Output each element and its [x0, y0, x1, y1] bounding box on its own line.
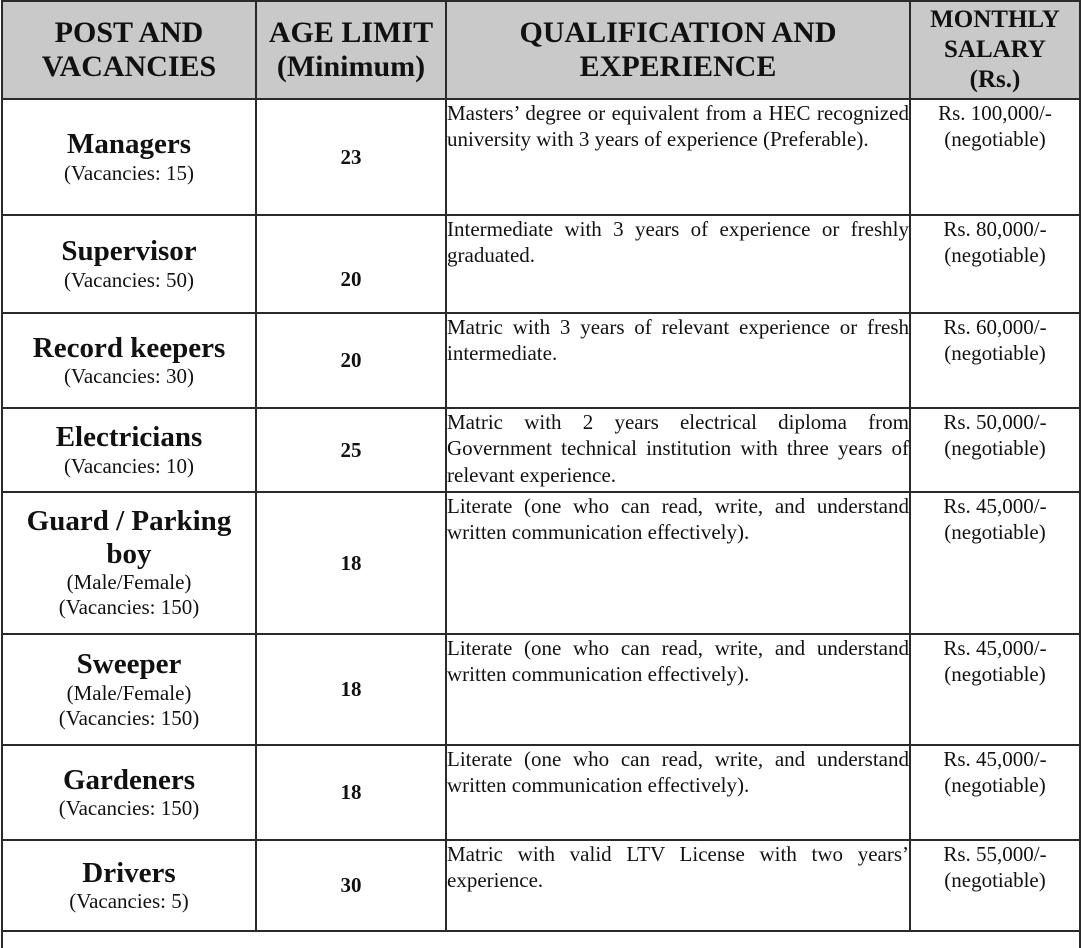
age-limit-value: 25 — [256, 408, 446, 492]
qualification-text: Matric with valid LTV License with two years’ experience. — [446, 840, 910, 931]
age-limit-value: 18 — [256, 634, 446, 745]
salary-amount: Rs. 55,000/- — [943, 842, 1047, 866]
qualification-text: Literate (one who can read, write, and understand written communication effectively). — [446, 492, 910, 634]
qualification-text: Matric with 2 years electrical diploma from Government technical institution with three years of relevant experience. — [446, 408, 910, 492]
post-cell — [2, 408, 256, 492]
salary-note: (negotiable) — [944, 773, 1046, 798]
table-row — [2, 215, 1080, 313]
salary-cell — [910, 492, 1080, 634]
post-title: Managers — [66, 128, 192, 161]
gender-note: (Male/Female) — [66, 570, 192, 595]
table-row — [2, 840, 1080, 931]
post-cell — [2, 492, 256, 634]
salary-note: (negotiable) — [944, 662, 1046, 687]
age-limit-value: 23 — [256, 99, 446, 215]
salary-amount: Rs. 80,000/- — [943, 217, 1047, 241]
salary-cell — [910, 745, 1080, 840]
post-cell — [2, 313, 256, 408]
vacancies-count: (Vacancies: 50) — [63, 267, 195, 292]
salary-amount: Rs. 60,000/- — [943, 315, 1047, 339]
header-row — [2, 1, 1080, 99]
gender-note: (Male/Female) — [66, 680, 192, 705]
post-cell — [2, 215, 256, 313]
post-title: Gardeners — [62, 763, 196, 796]
header-post-and-vacancies — [2, 1, 256, 99]
post-title: Electricians — [55, 421, 203, 454]
salary-cell — [910, 634, 1080, 745]
salary-note: (negotiable) — [944, 868, 1046, 893]
salary-note: (negotiable) — [944, 520, 1046, 545]
vacancies-count: (Vacancies: 150) — [58, 705, 200, 730]
post-title: Record keepers — [32, 331, 226, 364]
qualification-text: Matric with 3 years of relevant experience or fresh intermediate. — [446, 313, 910, 408]
vacancies-count: (Vacancies: 15) — [63, 160, 195, 185]
header-age-line-2: (Minimum) — [276, 50, 426, 83]
qualification-text: Masters’ degree or equivalent from a HEC recognized university with 3 years of experience (Preferable). — [446, 99, 910, 215]
post-title-continued: boy — [106, 537, 152, 570]
age-limit-value: 18 — [256, 492, 446, 634]
post-title: Sweeper — [76, 648, 182, 681]
post-cell — [2, 634, 256, 745]
salary-amount: Rs. 45,000/- — [943, 636, 1047, 660]
header-salary-line-1: MONTHLY — [930, 6, 1060, 33]
age-limit-value: 18 — [256, 745, 446, 840]
salary-amount: Rs. 50,000/- — [943, 410, 1047, 434]
vacancies-table — [1, 0, 1081, 948]
age-limit-value: 20 — [256, 215, 446, 313]
vacancies-count: (Vacancies: 10) — [63, 453, 195, 478]
post-title: Supervisor — [61, 235, 197, 268]
header-age-line-1: AGE LIMIT — [268, 16, 434, 50]
qualification-text: Literate (one who can read, write, and understand written communication effectively). — [446, 745, 910, 840]
salary-note: (negotiable) — [944, 127, 1046, 152]
header-salary-line-2: SALARY — [944, 36, 1046, 63]
table-footer-row — [2, 931, 1080, 948]
age-limit-value: 30 — [256, 840, 446, 931]
header-qualification — [446, 1, 910, 99]
header-post-line-2: VACANCIES — [41, 50, 217, 83]
table-row — [2, 634, 1080, 745]
header-age-limit — [256, 1, 446, 99]
vacancies-count: (Vacancies: 150) — [58, 796, 200, 821]
vacancies-count: (Vacancies: 150) — [58, 595, 200, 620]
salary-cell — [910, 840, 1080, 931]
salary-note: (negotiable) — [944, 243, 1046, 268]
salary-amount: Rs. 45,000/- — [943, 747, 1047, 771]
qualification-text: Intermediate with 3 years of experience or freshly graduated. — [446, 215, 910, 313]
table-row — [2, 745, 1080, 840]
post-title: Guard / Parking — [26, 505, 232, 538]
vacancies-count: (Vacancies: 5) — [69, 889, 189, 914]
salary-amount: Rs. 100,000/- — [938, 101, 1052, 125]
post-cell — [2, 745, 256, 840]
salary-note: (negotiable) — [944, 436, 1046, 461]
header-monthly-salary — [910, 1, 1080, 99]
header-qualification-line-1: QUALIFICATION AND — [519, 16, 837, 50]
qualification-text: Literate (one who can read, write, and understand written communication effectively). — [446, 634, 910, 745]
table-row — [2, 313, 1080, 408]
salary-cell — [910, 408, 1080, 492]
table-footer — [2, 931, 1080, 948]
table-row — [2, 99, 1080, 215]
salary-cell — [910, 215, 1080, 313]
vacancies-count: (Vacancies: 30) — [63, 364, 195, 389]
post-title: Drivers — [82, 856, 176, 889]
header-salary-line-3: (Rs.) — [969, 66, 1021, 93]
age-limit-value: 20 — [256, 313, 446, 408]
header-qualification-line-2: EXPERIENCE — [579, 50, 777, 83]
salary-cell — [910, 99, 1080, 215]
salary-note: (negotiable) — [944, 341, 1046, 366]
salary-amount: Rs. 45,000/- — [943, 494, 1047, 518]
post-cell — [2, 99, 256, 215]
header-post-line-1: POST AND — [54, 16, 204, 50]
table-row — [2, 408, 1080, 492]
salary-cell — [910, 313, 1080, 408]
post-cell — [2, 840, 256, 931]
table-row — [2, 492, 1080, 634]
